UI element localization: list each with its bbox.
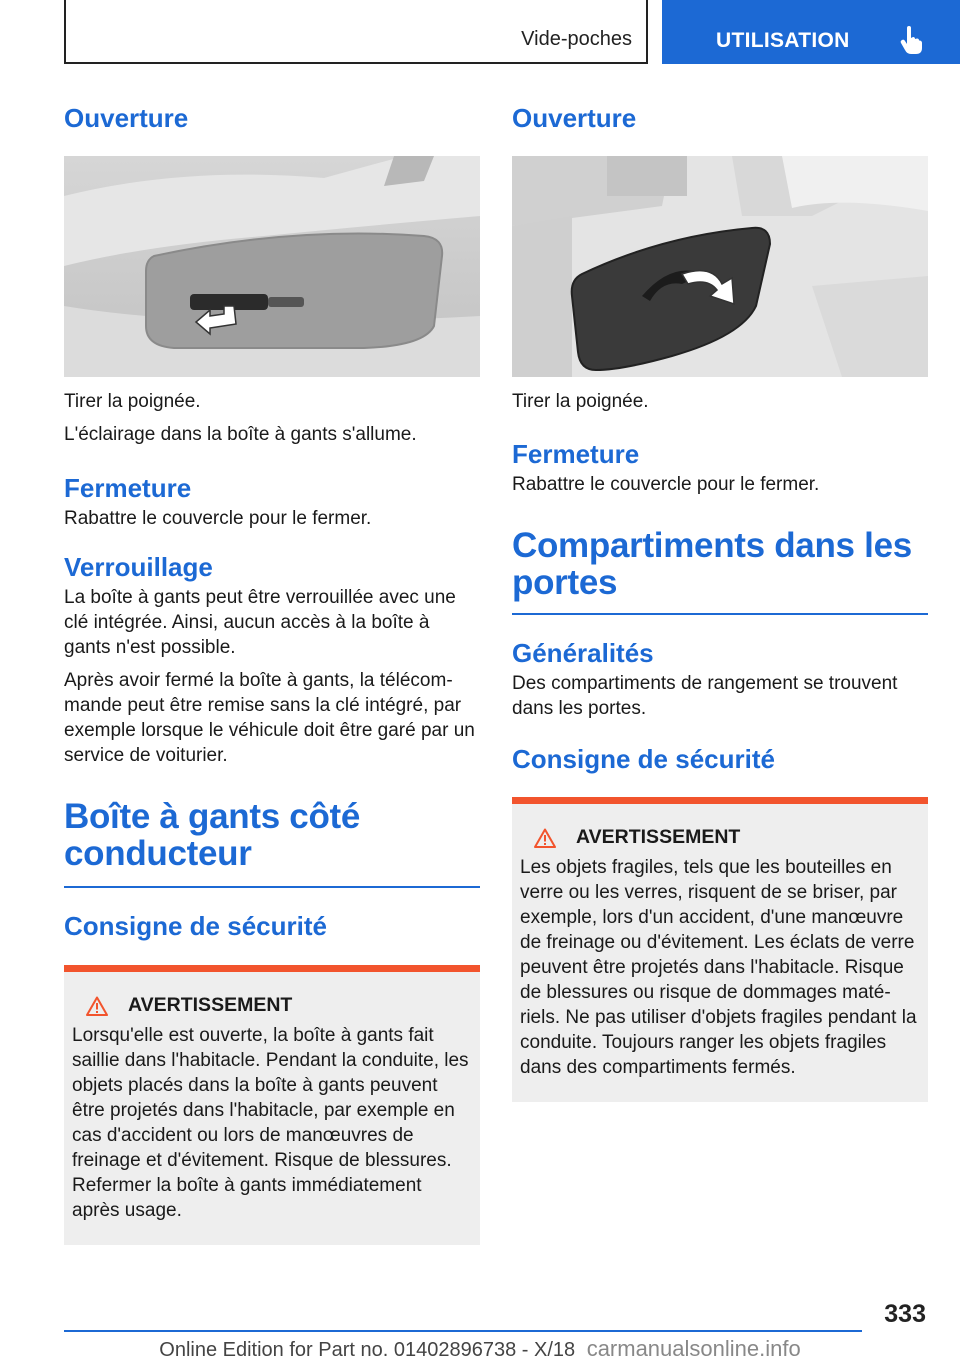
header-chapter-label: UTILISATION (716, 29, 850, 52)
header-chapter-tab[interactable] (662, 0, 960, 64)
warning-box (64, 965, 480, 1245)
safety-heading-right: Consigne de sécurité (512, 744, 775, 774)
glovebox-driver-photo (512, 156, 928, 377)
section-rule (64, 886, 480, 888)
glovebox-driver-illustration (512, 156, 928, 377)
left-column (64, 96, 480, 1245)
ouverture-heading-driver: Ouverture (512, 103, 637, 133)
verrouillage-text-2: Après avoir fermé la boîte à gants, la télécommande peut être remise sans la clé intégré, par exemple lorsque le véhicule doit être garé par un service de voiturier. (64, 670, 475, 766)
header-section-box (64, 0, 648, 64)
right-column (512, 96, 928, 1102)
fermeture-heading-driver: Fermeture (512, 439, 640, 469)
warning-header (86, 994, 472, 1017)
warning-label-right: AVERTISSEMENT (576, 826, 741, 848)
verrouillage-heading: Verrouillage (64, 552, 213, 582)
section-rule-right (512, 613, 928, 615)
header-section-title: Vide-poches (521, 28, 632, 50)
warning-triangle-icon (534, 828, 556, 848)
fermeture-heading: Fermeture (64, 473, 192, 503)
ouverture-text-1: Tirer la poignée. (64, 391, 201, 412)
footer-watermark[interactable]: carmanualsonline.info (586, 1336, 801, 1361)
warning-label: AVERTISSEMENT (128, 994, 293, 1016)
fermeture-text: Rabattre le couvercle pour le fermer. (64, 508, 372, 529)
ouverture-text-driver: Tirer la poignée. (512, 391, 649, 412)
verrouillage-text-1: La boîte à gants peut être verrouillée avec une clé intégrée. Ainsi, aucun accès à la boîte à gants n'est possible. (64, 587, 456, 658)
warning-box-right (512, 797, 928, 1102)
page-number: 333 (884, 1300, 926, 1328)
footer-edition-line (0, 1336, 960, 1362)
ouverture-text-2: L'éclairage dans la boîte à gants s'allume. (64, 424, 417, 445)
fermeture-text-driver: Rabattre le couvercle pour le fermer. (512, 474, 820, 495)
glovebox-passenger-photo (64, 156, 480, 377)
footer-edition: Online Edition for Part no. 01402896738 - X/18 (159, 1339, 576, 1361)
section-title-door-compartments: Compartiments dans les portes (512, 526, 912, 602)
generalites-heading: Généralités (512, 638, 654, 668)
ouverture-heading: Ouverture (64, 103, 189, 133)
hand-pointer-icon (900, 26, 922, 54)
footer-rule (64, 1330, 862, 1332)
safety-heading: Consigne de sécurité (64, 911, 327, 941)
generalites-text: Des compartiments de rangement se trouvent dans les portes. (512, 673, 898, 719)
warning-triangle-icon (86, 996, 108, 1016)
warning-text: Lorsqu'elle est ouverte, la boîte à gants fait saillie dans l'habitacle. Pendant la conduite, les objets placés dans la boîte à gants peuvent être projetés dans l'habitacle, par exemple en cas d'accident ou lors de manœuvres de freinage et d'évitement. Risque de blessures. Refermer la boîte à gants immédiatement après usage. (72, 1025, 469, 1221)
section-title-glovebox-driver: Boîte à gants côté conducteur (64, 797, 361, 873)
warning-text-right: Les objets fragiles, tels que les bouteilles en verre ou les verres, risquent de se briser, par exemple, lors d'un accident, d'une manœuvre de freinage ou d'évitement. Les éclats de verre peuvent être projetés dans l'habitacle. Risque de blessures ou risque de dommages matériels. Ne pas utiliser d'objets fragiles pendant la conduite. Toujours ranger les objets fragiles dans des compartiments fermés. (520, 857, 917, 1078)
warning-header-right (534, 826, 920, 849)
glovebox-passenger-illustration (64, 156, 480, 377)
